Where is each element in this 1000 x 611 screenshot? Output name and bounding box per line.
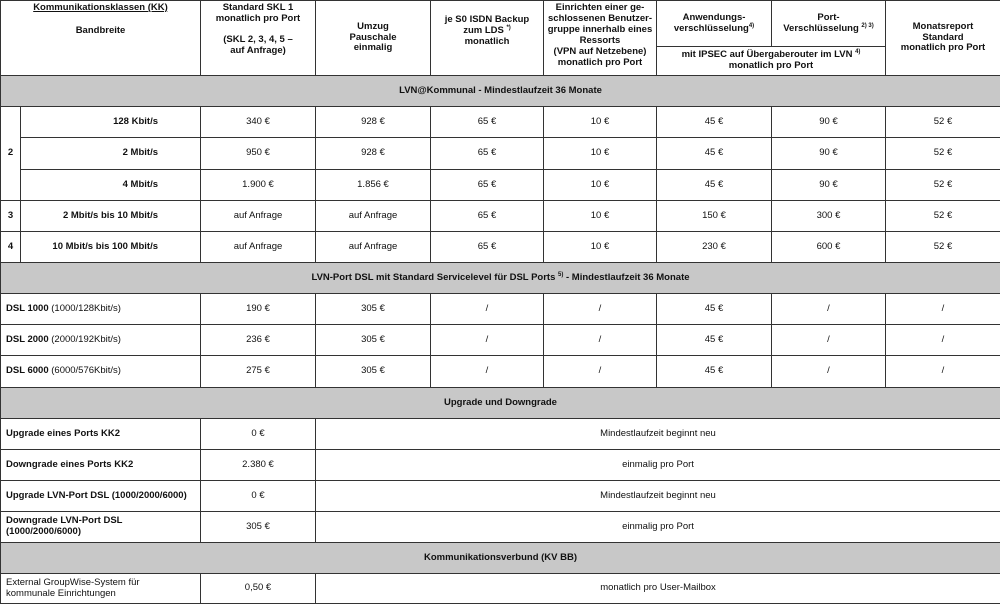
price-cell: / [772, 325, 886, 356]
price-cell: / [431, 356, 544, 388]
price-cell: 52 € [886, 107, 1000, 138]
header-isdn: je S0 ISDN Backup zum LDS *) monatlich [431, 1, 544, 76]
upgrade-label-cell: Upgrade eines Ports KK2 [1, 419, 201, 450]
price-cell: 1.856 € [316, 170, 431, 201]
price-cell: / [431, 325, 544, 356]
price-cell: 45 € [657, 294, 772, 325]
groupwise-label-cell: External GroupWise-System für kommunale Einrichtungen [1, 574, 201, 604]
price-cell: 190 € [201, 294, 316, 325]
header-bandwidth: Bandbreite [75, 24, 126, 36]
bandwidth-cell: 10 Mbit/s bis 100 Mbit/s [21, 232, 201, 263]
price-cell: 52 € [886, 201, 1000, 232]
price-cell: / [886, 356, 1000, 388]
table-row [1, 419, 1000, 450]
header-vpn: Einrichten einer ge- schlossenen Benutzer- gruppe innerhalb eines Ressorts (VPN auf Netzebene) monatlich pro Port [544, 1, 657, 76]
price-cell: 0,50 € [201, 574, 316, 604]
bandwidth-cell: 4 Mbit/s [21, 170, 201, 201]
note-cell: Mindestlaufzeit beginnt neu [316, 419, 1000, 450]
price-cell: / [886, 325, 1000, 356]
header-ipsec: mit IPSEC auf Übergaberouter im LVN $^{4)}$ monatlich pro Port [657, 47, 886, 76]
price-cell: 90 € [772, 138, 886, 170]
price-cell: 45 € [657, 356, 772, 388]
price-cell: 275 € [201, 356, 316, 388]
price-cell: 90 € [772, 107, 886, 138]
price-cell: auf Anfrage [201, 201, 316, 232]
price-cell: 928 € [316, 107, 431, 138]
upgrade-label-cell: Upgrade LVN-Port DSL (1000/2000/6000) [1, 481, 201, 512]
bandwidth-cell: 2 Mbit/s bis 10 Mbit/s [21, 201, 201, 232]
kk-class-cell: 4 [1, 232, 21, 263]
price-cell: 65 € [431, 232, 544, 263]
dsl-label-cell: DSL 6000 (6000/576Kbit/s) [1, 356, 201, 388]
price-cell: / [544, 294, 657, 325]
header-report: Monatsreport Standard monatlich pro Port [886, 1, 1000, 76]
table-row [1, 170, 1000, 201]
price-cell: 10 € [544, 170, 657, 201]
section-title-upgrade: Upgrade und Downgrade [1, 388, 1000, 419]
price-cell: auf Anfrage [316, 201, 431, 232]
section-title-kommunikationsverbund: Kommunikationsverbund (KV BB) [1, 543, 1000, 574]
table-row [1, 138, 1000, 170]
price-cell: 10 € [544, 232, 657, 263]
price-cell: / [772, 294, 886, 325]
section-title-row [1, 543, 1000, 574]
price-cell: 10 € [544, 107, 657, 138]
header-skl: Standard SKL 1 monatlich pro Port (SKL 2, 3, 4, 5 – auf Anfrage) [201, 1, 316, 76]
price-cell: auf Anfrage [316, 232, 431, 263]
price-cell: 52 € [886, 138, 1000, 170]
upgrade-label-cell: Downgrade eines Ports KK2 [1, 450, 201, 481]
kk-class-cell: 3 [1, 201, 21, 232]
price-cell: 1.900 € [201, 170, 316, 201]
header-port: Port- Verschlüsselung $^{2) 3)}$ [772, 1, 886, 47]
table-row [1, 512, 1000, 543]
price-cell: 45 € [657, 138, 772, 170]
price-cell: / [544, 325, 657, 356]
note-cell: einmalig pro Port [316, 450, 1000, 481]
price-cell: 65 € [431, 138, 544, 170]
table-row [1, 232, 1000, 263]
bandwidth-cell: 128 Kbit/s [21, 107, 201, 138]
price-cell: 45 € [657, 170, 772, 201]
price-cell: 65 € [431, 201, 544, 232]
price-cell: 0 € [201, 419, 316, 450]
price-cell: 150 € [657, 201, 772, 232]
price-cell: 928 € [316, 138, 431, 170]
price-cell: 230 € [657, 232, 772, 263]
price-cell: auf Anfrage [201, 232, 316, 263]
section-title-row [1, 388, 1000, 419]
header-kk-title: Kommunikationsklassen (KK) [33, 2, 168, 13]
bandwidth-cell: 2 Mbit/s [21, 138, 201, 170]
price-cell: 305 € [316, 325, 431, 356]
price-cell: 236 € [201, 325, 316, 356]
table-row [1, 450, 1000, 481]
price-cell: 52 € [886, 170, 1000, 201]
section-title-lvn-kommunal: LVN@Kommunal - Mindestlaufzeit 36 Monate [1, 76, 1000, 107]
price-cell: 10 € [544, 138, 657, 170]
price-cell: / [772, 356, 886, 388]
price-cell: 340 € [201, 107, 316, 138]
price-cell: 305 € [316, 294, 431, 325]
section-title-row [1, 76, 1000, 107]
price-cell: 2.380 € [201, 450, 316, 481]
header-anwendung: Anwendungs- verschlüsselung$^{4)}$ [657, 1, 772, 47]
section-title-dsl: LVN-Port DSL mit Standard Servicelevel für DSL Ports $^{5)}$ - Mindestlaufzeit 36 Monate [1, 263, 1000, 294]
dsl-label-cell: DSL 2000 (2000/192Kbit/s) [1, 325, 201, 356]
price-cell: / [544, 356, 657, 388]
table-row [1, 481, 1000, 512]
upgrade-label-cell: Downgrade LVN-Port DSL (1000/2000/6000) [1, 512, 201, 543]
table-row [1, 294, 1000, 325]
table-row [1, 201, 1000, 232]
price-cell: 90 € [772, 170, 886, 201]
table-row [1, 356, 1000, 388]
price-cell: 45 € [657, 325, 772, 356]
price-cell: 10 € [544, 201, 657, 232]
note-cell: Mindestlaufzeit beginnt neu [316, 481, 1000, 512]
header-umzug: Umzug Pauschale einmalig [316, 1, 431, 76]
price-cell: 305 € [316, 356, 431, 388]
header-kk [1, 1, 201, 76]
price-cell: 65 € [431, 107, 544, 138]
price-cell: 950 € [201, 138, 316, 170]
price-cell: 305 € [201, 512, 316, 543]
price-cell: 45 € [657, 107, 772, 138]
price-cell: 300 € [772, 201, 886, 232]
price-cell: / [431, 294, 544, 325]
price-cell: 0 € [201, 481, 316, 512]
note-cell: monatlich pro User-Mailbox [316, 574, 1000, 604]
header-row-1 [1, 1, 1000, 47]
price-cell: 600 € [772, 232, 886, 263]
note-cell: einmalig pro Port [316, 512, 1000, 543]
table-row [1, 107, 1000, 138]
price-cell: / [886, 294, 1000, 325]
table-row [1, 325, 1000, 356]
price-cell: 65 € [431, 170, 544, 201]
table-row [1, 574, 1000, 604]
dsl-label-cell: DSL 1000 (1000/128Kbit/s) [1, 294, 201, 325]
section-title-row [1, 263, 1000, 294]
kk-class-cell: 2 [1, 107, 21, 201]
price-cell: 52 € [886, 232, 1000, 263]
